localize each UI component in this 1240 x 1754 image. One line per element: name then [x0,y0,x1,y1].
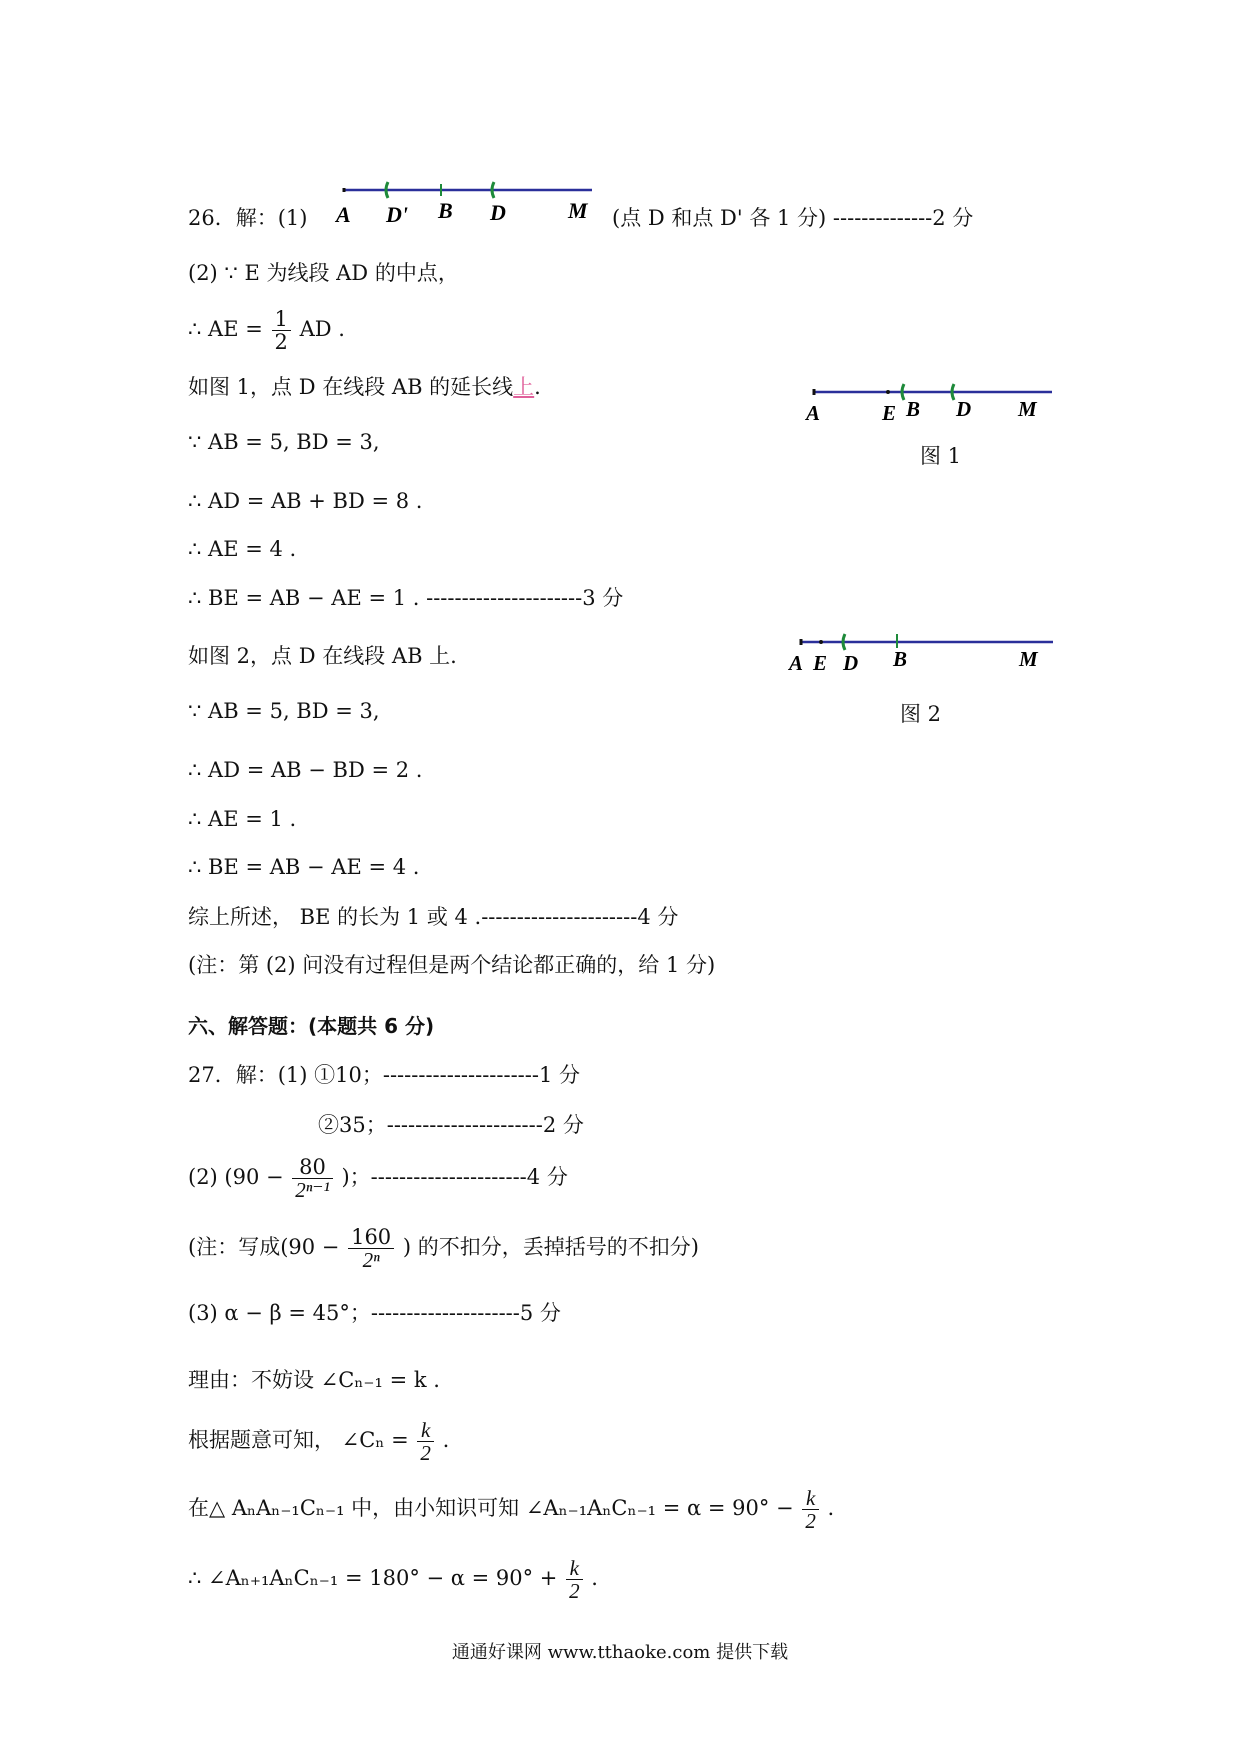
q27-l8-prefix: 在△ AₙAₙ₋₁Cₙ₋₁ 中，由小知识可知 ∠Aₙ₋₁AₙCₙ₋₁ = α = 90° − [188,1496,794,1520]
q27-l8-suffix: . [827,1496,835,1520]
q27-l2: ②35；----------------------2 分 [318,1113,584,1137]
q26-case2-intro: 如图 2，点 D 在线段 AB 上. [188,644,457,668]
q27-l3 [188,1148,568,1206]
q26-note-2: (注：第 (2) 问没有过程但是两个结论都正确的，给 1 分) [188,953,716,977]
fraction-den: 2 [274,330,288,354]
fraction-k-over-2 [417,1419,434,1464]
fraction-num: 1 [272,308,291,331]
q27-l9-prefix: ∴ ∠Aₙ₊₁AₙCₙ₋₁ = 180° − α = 90° + [188,1566,558,1590]
figure-2 [785,632,1061,676]
q26-p2: (2) ∵ E 为线段 AD 的中点， [188,261,459,285]
q26-c2-l1: ∵ AB = 5, BD = 3, [188,699,380,723]
q26-c2-l2: ∴ AD = AB − BD = 2 . [188,758,423,782]
fraction-one-half [272,308,291,353]
label-m: M [568,198,588,223]
fraction-num: k [802,1487,819,1510]
fraction-den: 2 [569,1579,580,1603]
q26-c1-l3: ∴ AE = 4 . [188,537,297,561]
figure-2-caption: 图 2 [900,702,942,726]
label-d: D [843,651,859,675]
page-footer: 通通好课网 www.tthaoke.com 提供下载 [451,1642,789,1663]
q27-l7-prefix: 根据题意可知， ∠Cₙ = [188,1428,409,1452]
label-d: D [490,200,506,225]
fraction-den: 2ⁿ⁻¹ [295,1178,330,1202]
fraction-den: 2 [420,1441,431,1465]
label-a: A [789,651,804,675]
label-e: E [813,651,828,675]
label-m: M [1018,397,1037,421]
q27-l7 [188,1410,449,1470]
q27-l6: 理由：不妨设 ∠Cₙ₋₁ = k . [188,1368,440,1392]
label-d: D [956,397,972,421]
label-a: A [336,202,351,227]
q26-c1-l1: ∵ AB = 5, BD = 3, [188,430,380,454]
fraction-num: k [417,1419,434,1442]
label-b: B [438,198,453,223]
label-a: A [806,401,821,425]
q26-c1-l4: ∴ BE = AB − AE = 1 . ----------------------3 分 [188,586,624,610]
q26-c2-l4: ∴ BE = AB − AE = 4 . [188,855,420,879]
q26-note-1: (点 D 和点 D' 各 1 分) --------------2 分 [612,206,974,230]
label-b: B [893,647,908,671]
point-e-mark [886,390,890,394]
q27-l4-suffix: ) 的不扣分，丢掉括号的不扣分) [402,1235,699,1259]
fraction-k-over-2 [802,1487,819,1532]
q27-l9 [188,1548,598,1608]
q27-l4-prefix: (注：写成(90 − [188,1235,340,1259]
q26-case1-intro [188,372,541,402]
fraction-80-over-2n1 [292,1156,333,1201]
fraction-num: 80 [292,1156,333,1179]
case1-intro-highlight: 上 [513,375,535,399]
fraction-k-over-2 [566,1557,583,1602]
q26-c1-l2: ∴ AD = AB + BD = 8 . [188,489,423,513]
q27-l9-suffix: . [591,1566,598,1590]
figure-1-caption: 图 1 [920,444,962,468]
q27-l7-suffix: . [442,1428,450,1452]
section-6-heading: 六、解答题：(本题共 6 分) [188,1014,435,1038]
fraction-num: 160 [348,1226,394,1249]
q26-ae-half [188,300,345,358]
figure-top-segment [330,178,600,228]
q27-l3-suffix: )；----------------------4 分 [341,1165,568,1189]
q27-l4 [188,1218,699,1276]
q27-l3-prefix: (2) (90 − [188,1165,284,1189]
q26-summary: 综上所述， BE 的长为 1 或 4 .----------------------4 分 [188,905,679,929]
fraction-den: 2 [805,1509,816,1533]
q27-l5: (3) α − β = 45°；---------------------5 分 [188,1301,561,1325]
ae-half-suffix: AD . [299,317,345,341]
label-e: E [882,401,897,425]
label-b: B [906,397,921,421]
point-e-mark [819,640,823,644]
q26-label: 26．解：(1) [188,206,308,230]
ae-half-prefix: ∴ AE = [188,317,263,341]
figure-1 [800,382,1060,426]
label-m: M [1019,647,1038,671]
fraction-num: k [566,1557,583,1580]
q27-l8 [188,1478,834,1538]
fraction-160-over-2n [348,1226,394,1271]
q27-l1: 27．解：(1) ①10；----------------------1 分 [188,1063,581,1087]
q26-c2-l3: ∴ AE = 1 . [188,807,297,831]
label-dprime: D' [386,202,408,227]
case1-intro-end: . [534,375,541,399]
case1-intro-text: 如图 1，点 D 在线段 AB 的延长线 [188,375,514,399]
fraction-den: 2ⁿ [362,1248,380,1272]
